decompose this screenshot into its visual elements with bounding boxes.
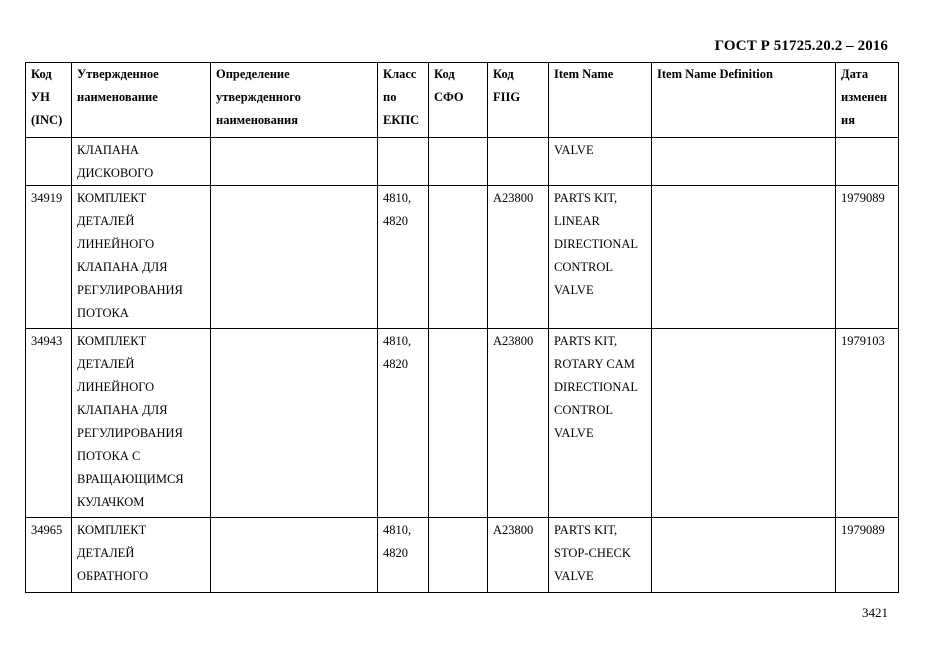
cell-line: (INC): [31, 113, 63, 127]
cell-line: ДЕТАЛЕЙ: [77, 357, 135, 371]
cell-line: PARTS KIT,: [554, 334, 618, 348]
cell-line: CONTROL: [554, 260, 614, 274]
cell-inc-code: [26, 186, 72, 329]
cell-item-name-definition: [652, 186, 836, 329]
cell-approved-name: [72, 138, 211, 186]
cell-line: утвержденного: [216, 90, 301, 104]
cell-line: ЛИНЕЙНОГО: [77, 237, 155, 251]
header-name-definition: [211, 63, 378, 138]
cell-item-name: [549, 329, 652, 518]
cell-line: VALVE: [554, 283, 594, 297]
cell-line: Item Name Definition: [657, 67, 773, 81]
table-row: [26, 518, 899, 593]
cell-line: VALVE: [554, 569, 594, 583]
header-item-name-definition: [652, 63, 836, 138]
cell-sfo-code: [429, 329, 488, 518]
cell-line: ДЕТАЛЕЙ: [77, 546, 135, 560]
table-row: [26, 138, 899, 186]
cell-inc-code: [26, 138, 72, 186]
table-header-row: [26, 63, 899, 138]
cell-line: A23800: [493, 191, 534, 205]
cell-line: ROTARY CAM: [554, 357, 635, 371]
cell-line: ДИСКОВОГО: [77, 166, 154, 180]
cell-name-definition: [211, 186, 378, 329]
cell-line: Код: [493, 67, 514, 81]
cell-fiig-code: [488, 186, 549, 329]
cell-line: ОБРАТНОГО: [77, 569, 149, 583]
cell-ekps-class: [378, 186, 429, 329]
cell-line: STOP-CHECK: [554, 546, 631, 560]
cell-item-name-definition: [652, 518, 836, 593]
cell-line: Класс: [383, 67, 417, 81]
cell-line: ДЕТАЛЕЙ: [77, 214, 135, 228]
cell-item-name: [549, 518, 652, 593]
table-row: [26, 329, 899, 518]
cell-line: КУЛАЧКОМ: [77, 495, 145, 509]
header-ekps-class: [378, 63, 429, 138]
cell-ekps-class: [378, 138, 429, 186]
cell-line: CONTROL: [554, 403, 614, 417]
cell-line: DIRECTIONAL: [554, 380, 639, 394]
cell-line: 1979089: [841, 191, 885, 205]
cell-line: Код: [31, 67, 52, 81]
cell-line: A23800: [493, 523, 534, 537]
cell-line: изменен: [841, 90, 888, 104]
cell-line: РЕГУЛИРОВАНИЯ: [77, 426, 183, 440]
cell-fiig-code: [488, 329, 549, 518]
cell-line: FIIG: [493, 90, 521, 104]
cell-change-date: [836, 186, 899, 329]
cell-line: Определение: [216, 67, 290, 81]
cell-line: КЛАПАНА ДЛЯ: [77, 403, 168, 417]
cell-line: СФО: [434, 90, 464, 104]
cell-line: ЕКПС: [383, 113, 420, 127]
cell-item-name-definition: [652, 138, 836, 186]
cell-line: ия: [841, 113, 855, 127]
cell-line: УН: [31, 90, 50, 104]
cell-line: 4820: [383, 546, 408, 560]
cell-line: КЛАПАНА ДЛЯ: [77, 260, 168, 274]
cell-line: 34919: [31, 191, 63, 205]
cell-line: КЛАПАНА: [77, 143, 139, 157]
header-sfo-code: [429, 63, 488, 138]
cell-line: 4810,: [383, 523, 412, 537]
header-fiig-code: [488, 63, 549, 138]
cell-line: DIRECTIONAL: [554, 237, 639, 251]
cell-fiig-code: [488, 138, 549, 186]
header-inc-code: [26, 63, 72, 138]
cell-line: PARTS KIT,: [554, 523, 618, 537]
cell-line: ВРАЩАЮЩИМСЯ: [77, 472, 184, 486]
cell-approved-name: [72, 518, 211, 593]
cell-line: ПОТОКА: [77, 306, 129, 320]
cell-line: VALVE: [554, 426, 594, 440]
header-approved-name: [72, 63, 211, 138]
cell-line: КОМПЛЕКТ: [77, 191, 147, 205]
cell-fiig-code: [488, 518, 549, 593]
cell-name-definition: [211, 138, 378, 186]
cell-line: КОМПЛЕКТ: [77, 334, 147, 348]
cell-inc-code: [26, 329, 72, 518]
cell-approved-name: [72, 329, 211, 518]
cell-approved-name: [72, 186, 211, 329]
cell-line: 4810,: [383, 191, 412, 205]
cell-line: наименования: [216, 113, 299, 127]
cell-ekps-class: [378, 329, 429, 518]
cell-sfo-code: [429, 138, 488, 186]
cell-line: 1979089: [841, 523, 885, 537]
cell-line: 1979103: [841, 334, 885, 348]
cell-line: ПОТОКА С: [77, 449, 141, 463]
cell-line: 4820: [383, 357, 408, 371]
cell-sfo-code: [429, 518, 488, 593]
cell-line: 34943: [31, 334, 63, 348]
cell-name-definition: [211, 329, 378, 518]
cell-sfo-code: [429, 186, 488, 329]
header-change-date: [836, 63, 899, 138]
cell-line: 4820: [383, 214, 408, 228]
cell-line: VALVE: [554, 143, 594, 157]
cell-line: Дата: [841, 67, 869, 81]
header-item-name: [549, 63, 652, 138]
cell-change-date: [836, 518, 899, 593]
cell-line: по: [383, 90, 397, 104]
cell-line: Утвержденное: [77, 67, 159, 81]
document-title: ГОСТ Р 51725.20.2 – 2016: [714, 38, 888, 54]
cell-line: наименование: [77, 90, 158, 104]
cell-item-name-definition: [652, 329, 836, 518]
cell-line: РЕГУЛИРОВАНИЯ: [77, 283, 183, 297]
cell-line: Код: [434, 67, 455, 81]
cell-line: A23800: [493, 334, 534, 348]
cell-line: Item Name: [554, 67, 614, 81]
cell-line: КОМПЛЕКТ: [77, 523, 147, 537]
items-table: [25, 62, 899, 593]
cell-inc-code: [26, 518, 72, 593]
cell-change-date: [836, 138, 899, 186]
cell-line: LINEAR: [554, 214, 600, 228]
cell-line: 4810,: [383, 334, 412, 348]
cell-line: ЛИНЕЙНОГО: [77, 380, 155, 394]
cell-line: PARTS KIT,: [554, 191, 618, 205]
cell-item-name: [549, 138, 652, 186]
page-number: 3421: [862, 605, 888, 620]
cell-item-name: [549, 186, 652, 329]
cell-name-definition: [211, 518, 378, 593]
cell-line: 34965: [31, 523, 63, 537]
cell-change-date: [836, 329, 899, 518]
cell-ekps-class: [378, 518, 429, 593]
table-row: [26, 186, 899, 329]
